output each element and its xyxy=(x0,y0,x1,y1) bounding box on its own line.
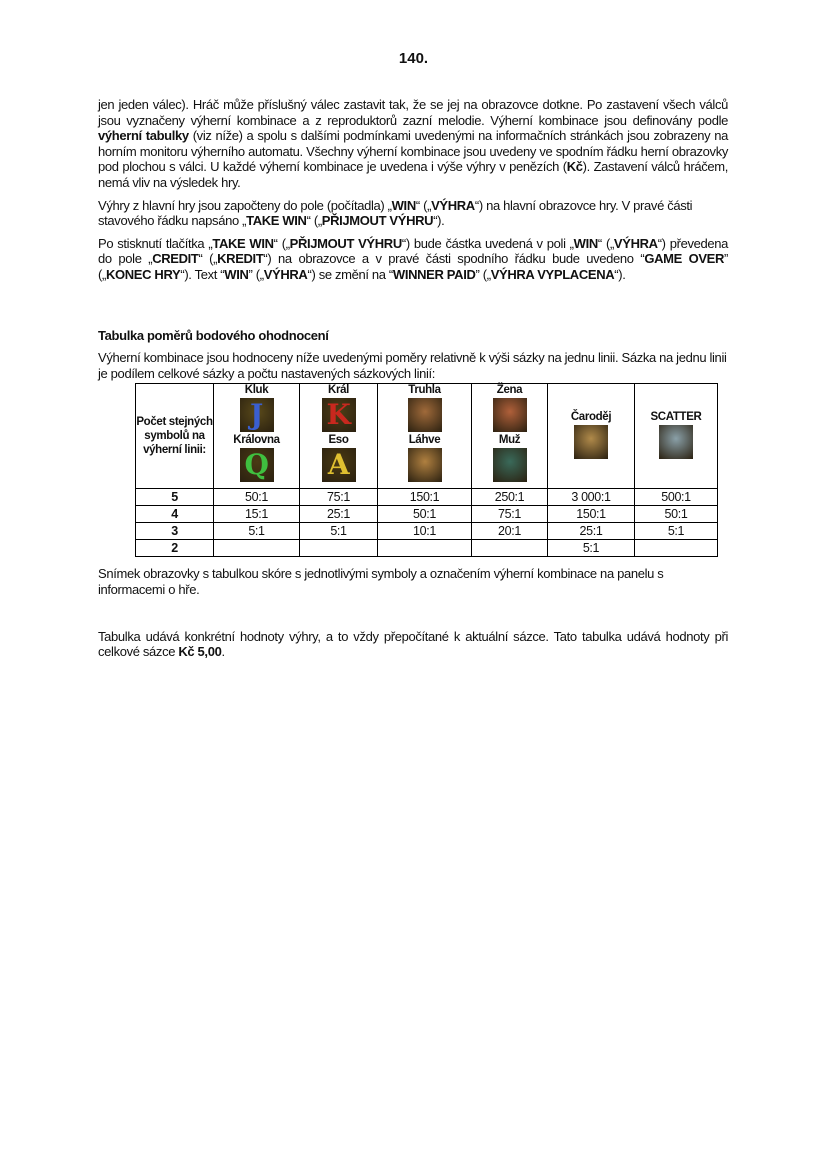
text: “). xyxy=(614,266,626,282)
text: “ („ xyxy=(198,251,218,267)
bold-text: WIN xyxy=(391,197,416,213)
payout-cell: 20:1 xyxy=(472,523,548,540)
woman-symbol-icon xyxy=(493,398,527,432)
paragraph-reels xyxy=(98,97,728,191)
man-symbol-icon xyxy=(493,448,527,482)
castle-scatter-icon xyxy=(659,425,693,459)
symbol-label: Eso xyxy=(328,434,349,447)
bold-text: VÝHRA xyxy=(431,197,475,213)
paytable-header-row xyxy=(136,384,718,489)
jack-symbol-icon: J xyxy=(240,398,274,432)
bold-text: TAKE WIN xyxy=(246,213,307,229)
text: Výhry z hlavní hry jsou započteny do pole (počítadla) „ xyxy=(98,197,392,213)
paytable-row xyxy=(136,506,718,523)
text: ). Zastavení válců hráčem, nemá vliv na výsledek hry. xyxy=(98,159,728,190)
column-scatter xyxy=(635,384,718,489)
paragraph-closing xyxy=(98,629,728,660)
symbol-label: Láhve xyxy=(408,434,441,447)
bold-text: PŘIJMOUT VÝHRU xyxy=(321,213,434,229)
section-title: Tabulka poměrů bodového ohodnocení xyxy=(98,327,329,343)
payout-cell: 50:1 xyxy=(635,506,718,523)
payout-cell: 75:1 xyxy=(472,506,548,523)
king-symbol-icon: K xyxy=(322,398,356,432)
text: “ („ xyxy=(273,235,290,251)
ace-symbol-icon: A xyxy=(322,448,356,482)
text: “). xyxy=(433,213,445,229)
payout-cell xyxy=(378,540,472,557)
column-carodej xyxy=(548,384,635,489)
payout-cell: 25:1 xyxy=(548,523,635,540)
symbol-label: Král xyxy=(328,384,349,397)
column-zena-muz xyxy=(472,384,548,489)
paytable-row xyxy=(136,489,718,506)
bold-text: WINNER PAID xyxy=(392,266,476,282)
bold-text: WIN xyxy=(224,266,249,282)
symbol-label: Čaroděj xyxy=(570,411,612,424)
bold-text: Kč 5,00 xyxy=(178,644,222,660)
text: “) se změní na “ xyxy=(307,266,393,282)
payout-cell: 10:1 xyxy=(378,523,472,540)
text: “) převedena do pole „ xyxy=(98,235,729,267)
symbol-label: Královna xyxy=(233,434,280,447)
document-body xyxy=(98,97,728,667)
bold-text: výherní tabulky xyxy=(98,128,189,144)
paytable xyxy=(135,383,718,557)
text: . xyxy=(221,644,225,660)
text: “ („ xyxy=(415,197,432,213)
text: ” („ xyxy=(98,251,728,282)
payout-cell: 50:1 xyxy=(378,506,472,523)
bold-text: KONEC HRY xyxy=(105,266,181,282)
bold-text: VÝHRA xyxy=(613,235,658,251)
column-truhla-lahve xyxy=(378,384,472,489)
symbol-count: 3 xyxy=(136,523,214,540)
symbol-count: 5 xyxy=(136,489,214,506)
text: Tabulka udává konkrétní hodnoty výhry, a to vždy přepočítané k aktuální sázce. Tato tabulka udává hodnoty při celkové sázce xyxy=(98,628,728,660)
symbol-label: Muž xyxy=(498,434,521,447)
wizard-symbol-icon xyxy=(574,425,608,459)
payout-cell: 150:1 xyxy=(548,506,635,523)
payout-cell: 150:1 xyxy=(378,489,472,506)
payout-cell xyxy=(472,540,548,557)
text: “ („ xyxy=(597,235,614,251)
symbol-label: Kluk xyxy=(244,384,269,397)
bold-text: TAKE WIN xyxy=(212,235,274,251)
text: ” („ xyxy=(248,266,264,282)
text: (viz níže) a spolu s dalšími podmínkami uvedenými na informačních stránkách jsou zobrazeny na horním monitoru výherního automatu. Všechny výherní kombinace jsou uvedeny ve spodním řádku herní obrazovky pod plochou s válci. U každé výherní kombinace je uvedena i výše výhry v penězích ( xyxy=(98,128,728,175)
paragraph-win-field xyxy=(98,198,728,229)
symbol-label: Žena xyxy=(496,384,523,397)
payout-cell: 5:1 xyxy=(214,523,300,540)
payout-cell: 5:1 xyxy=(300,523,378,540)
payout-cell: 500:1 xyxy=(635,489,718,506)
bold-text: GAME OVER xyxy=(644,251,725,267)
paytable-row xyxy=(136,523,718,540)
text: Po stisknutí tlačítka „ xyxy=(98,235,213,251)
chest-symbol-icon xyxy=(408,398,442,432)
bottles-symbol-icon xyxy=(408,448,442,482)
bold-text: Kč xyxy=(566,159,583,175)
bold-text: WIN xyxy=(573,235,598,251)
text: “) na hlavní obrazovce hry. V pravé části stavového řádku napsáno „ xyxy=(98,197,693,229)
column-kral-eso xyxy=(300,384,378,489)
page-number: 140. xyxy=(398,50,429,67)
text: “ („ xyxy=(306,213,322,229)
queen-symbol-icon: Q xyxy=(240,448,274,482)
payout-cell xyxy=(635,540,718,557)
payout-cell: 50:1 xyxy=(214,489,300,506)
bold-text: VÝHRA VYPLACENA xyxy=(490,266,615,282)
text: jen jeden válec). Hráč může příslušný válec zastavit tak, že se jej na obrazovce dotkne. Po zastavení všech válců jsou vyznačeny výherní kombinace a z reproduktorů zazní melodie. Výherní kombinace jsou definovány podle xyxy=(98,97,728,128)
count-header: Počet stejných symbolů na výherní linii: xyxy=(136,384,214,489)
symbol-count: 2 xyxy=(136,540,214,557)
payout-cell xyxy=(214,540,300,557)
bold-text: KREDIT xyxy=(217,251,264,267)
text: “). Text “ xyxy=(180,266,225,282)
bold-text: PŘIJMOUT VÝHRU xyxy=(289,235,402,251)
bold-text: CREDIT xyxy=(152,251,199,267)
text: “) na obrazovce a v pravé části spodního řádku bude uvedeno “ xyxy=(263,251,645,267)
payout-cell: 75:1 xyxy=(300,489,378,506)
bold-text: VÝHRA xyxy=(263,266,308,282)
payout-cell: 3 000:1 xyxy=(548,489,635,506)
payout-cell: 5:1 xyxy=(548,540,635,557)
text: ” („ xyxy=(475,266,491,282)
payout-cell: 5:1 xyxy=(635,523,718,540)
symbol-label: Truhla xyxy=(408,384,441,397)
payout-cell: 250:1 xyxy=(472,489,548,506)
symbol-label: SCATTER xyxy=(650,411,702,424)
column-kluk-kralovna xyxy=(214,384,300,489)
table-caption: Snímek obrazovky s tabulkou skóre s jednotlivými symboly a označením výherní kombinace na panelu s informacemi o hře. xyxy=(98,566,664,597)
symbol-count: 4 xyxy=(136,506,214,523)
paragraph-take-win xyxy=(98,236,728,283)
paragraph-intro: Výherní kombinace jsou hodnoceny níže uvedenými poměry relativně k výši sázky na jednu linii. Sázka na jednu linii je podílem celkové sázky a počtu nastavených sázkových linií: xyxy=(98,350,727,381)
payout-cell: 15:1 xyxy=(214,506,300,523)
paytable-row xyxy=(136,540,718,557)
payout-cell: 25:1 xyxy=(300,506,378,523)
text: “) bude částka uvedená v poli „ xyxy=(401,235,574,251)
payout-cell xyxy=(300,540,378,557)
